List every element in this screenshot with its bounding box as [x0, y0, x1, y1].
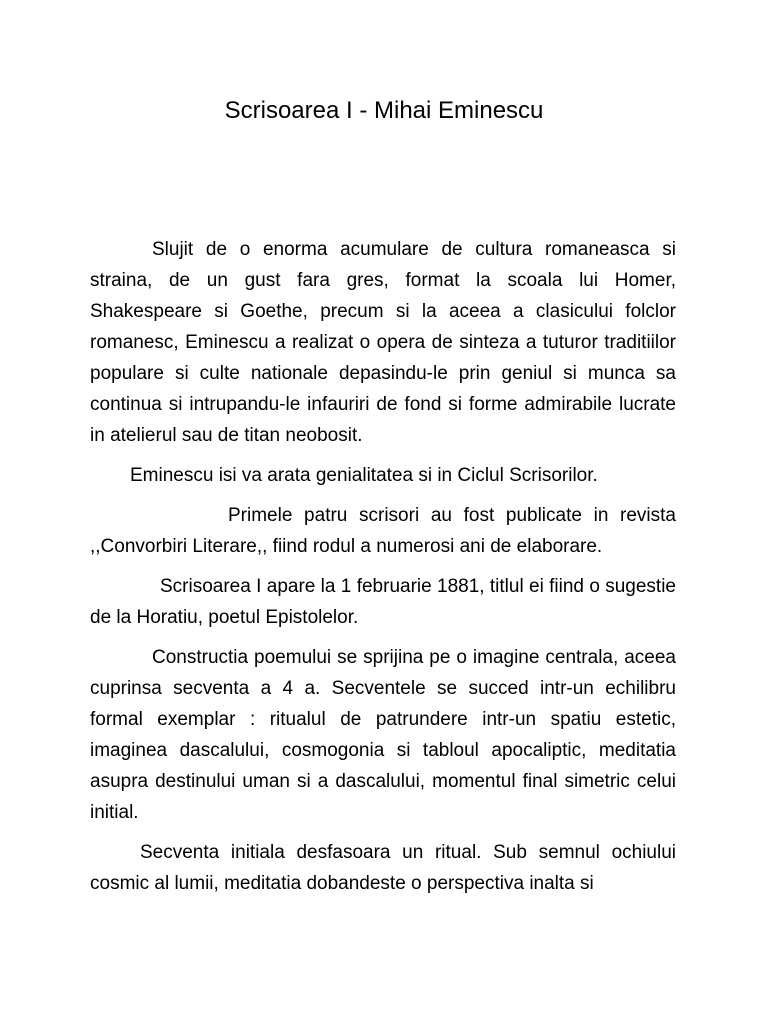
document-body: [90, 234, 676, 899]
paragraph-3: Primele patru scrisori au fost publicate in revista ,,Convorbiri Literare,, fiind rodul a numerosi ani de elaborare.: [90, 505, 676, 557]
paragraph-5: Constructia poemului se sprijina pe o imagine centrala, aceea cuprinsa secventa a 4 a. Secventele se succed intr-un echilibru formal exemplar : ritualul de patrundere intr-un spatiu estetic, imaginea dascalului, cosmogonia si tabloul apocaliptic, meditatia asupra destinului uman si a dascalului, momentul final simetric celui initial.: [90, 647, 676, 823]
paragraph-4: Scrisoarea I apare la 1 februarie 1881, titlul ei fiind o sugestie de la Horatiu, poetul Epistolelor.: [90, 576, 676, 628]
document-title: Scrisoarea I - Mihai Eminescu: [224, 97, 544, 124]
paragraph-2: Eminescu isi va arata genialitatea si in Ciclul Scrisorilor.: [130, 465, 598, 486]
paragraph-6: Secventa initiala desfasoara un ritual. Sub semnul ochiului cosmic al lumii, meditatia dobandeste o perspectiva inalta si: [90, 842, 676, 894]
paragraph-1: Slujit de o enorma acumulare de cultura romaneasca si straina, de un gust fara gres, format la scoala lui Homer, Shakespeare si Goethe, precum si la aceea a clasicului folclor romanesc, Eminescu a realizat o opera de sinteza a tuturor traditiilor populare si culte nationale depasindu-le prin geniul si munca sa continua si intrupandu-le infauriri de fond si forme admirabile lucrate in atelierul sau de titan neobosit.: [90, 239, 676, 446]
